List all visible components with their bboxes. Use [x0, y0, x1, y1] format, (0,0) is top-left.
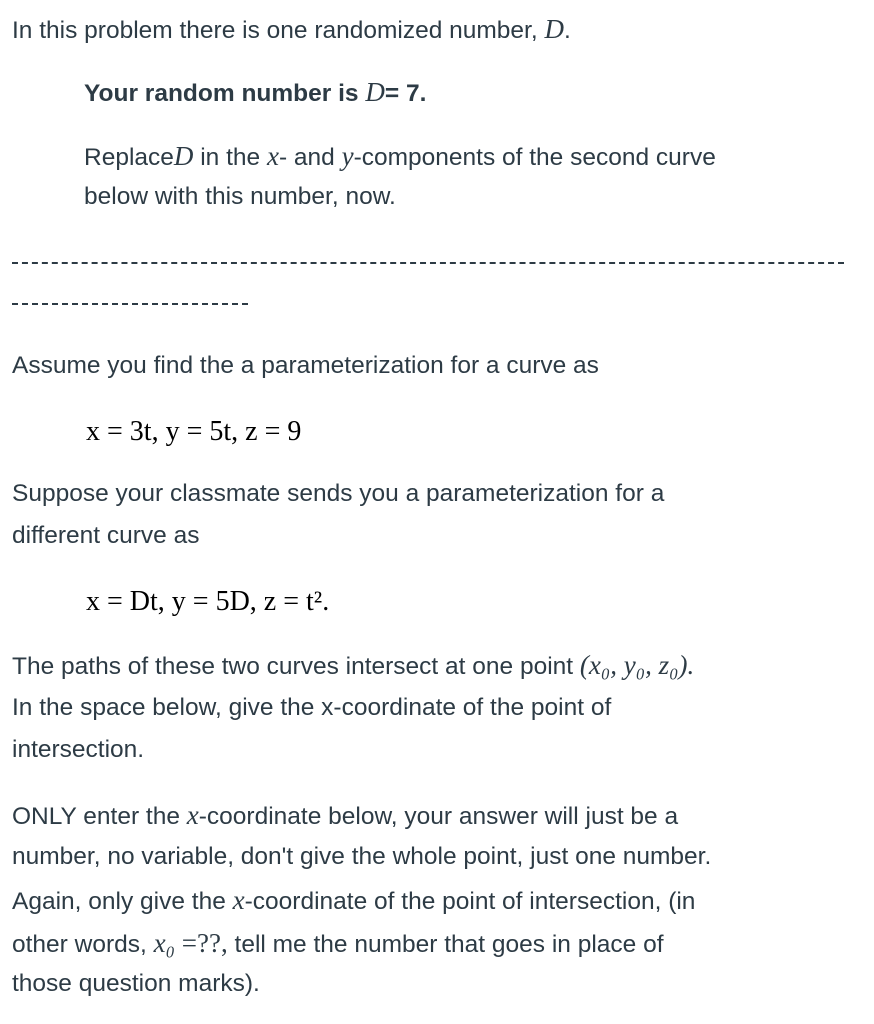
paths-line-3: intersection. — [12, 736, 145, 763]
only-line3-b: -coordinate of the point of intersection, (in — [244, 888, 696, 915]
replace-mid2: - and — [278, 144, 342, 171]
only-line-5: those question marks). — [12, 970, 260, 997]
suppose-line-2: different curve as — [12, 522, 200, 549]
only-line3-var-x: x — [232, 885, 245, 915]
paths-text: The paths of these two curves intersect at one point — [12, 653, 574, 680]
assume-text: Assume you find the a parameterization for a curve as — [12, 352, 599, 379]
curve2-equation: x = Dt, y = 5D, z = t². — [86, 586, 330, 617]
intro-text: In this problem there is one randomized number, — [12, 17, 538, 44]
only-line1-var-x: x — [186, 800, 199, 830]
only-line4-var-x0: x₀ — [153, 928, 175, 958]
replace-mid3: -components of the second curve — [353, 144, 716, 171]
intro-end: . — [564, 17, 571, 44]
replace-var-y: y — [341, 141, 354, 171]
intro-line — [12, 16, 571, 44]
only-line4-a: other words, — [12, 931, 154, 958]
only-line-2: number, no variable, don't give the whole point, just one number. — [12, 843, 712, 870]
random-prefix: Your random number is — [84, 80, 359, 107]
paths-line-2: In the space below, give the x-coordinate of the point of — [12, 694, 612, 721]
only-line4-b: tell me the number that goes in place of — [227, 931, 664, 958]
only-line-1 — [12, 802, 678, 830]
only-line4-eq: =??, — [175, 928, 228, 958]
replace-var-x: x — [266, 141, 279, 171]
replace-line-1 — [84, 143, 716, 171]
divider-short — [12, 303, 248, 305]
replace-var-d: D — [173, 141, 194, 171]
replace-word: Replace — [84, 144, 174, 171]
random-number-line — [84, 79, 426, 107]
intro-var-d: D — [544, 14, 564, 44]
replace-line-2: below with this number, now. — [84, 183, 396, 210]
random-var-d: D — [365, 77, 385, 107]
only-line1-b: -coordinate below, your answer will just be a — [198, 803, 679, 830]
intersection-point: (x₀, y₀, z₀). — [579, 650, 695, 680]
random-suffix: = 7. — [384, 80, 427, 107]
curve1-equation: x = 3t, y = 5t, z = 9 — [86, 416, 302, 447]
only-line3-a: Again, only give the — [12, 888, 233, 915]
replace-mid1: in the — [193, 144, 267, 171]
paths-line-1 — [12, 652, 694, 680]
only-line-3 — [12, 887, 695, 915]
only-line1-a: ONLY enter the — [12, 803, 187, 830]
only-line-4 — [12, 930, 664, 958]
suppose-line-1: Suppose your classmate sends you a parameterization for a — [12, 480, 665, 507]
divider-long — [12, 262, 844, 264]
